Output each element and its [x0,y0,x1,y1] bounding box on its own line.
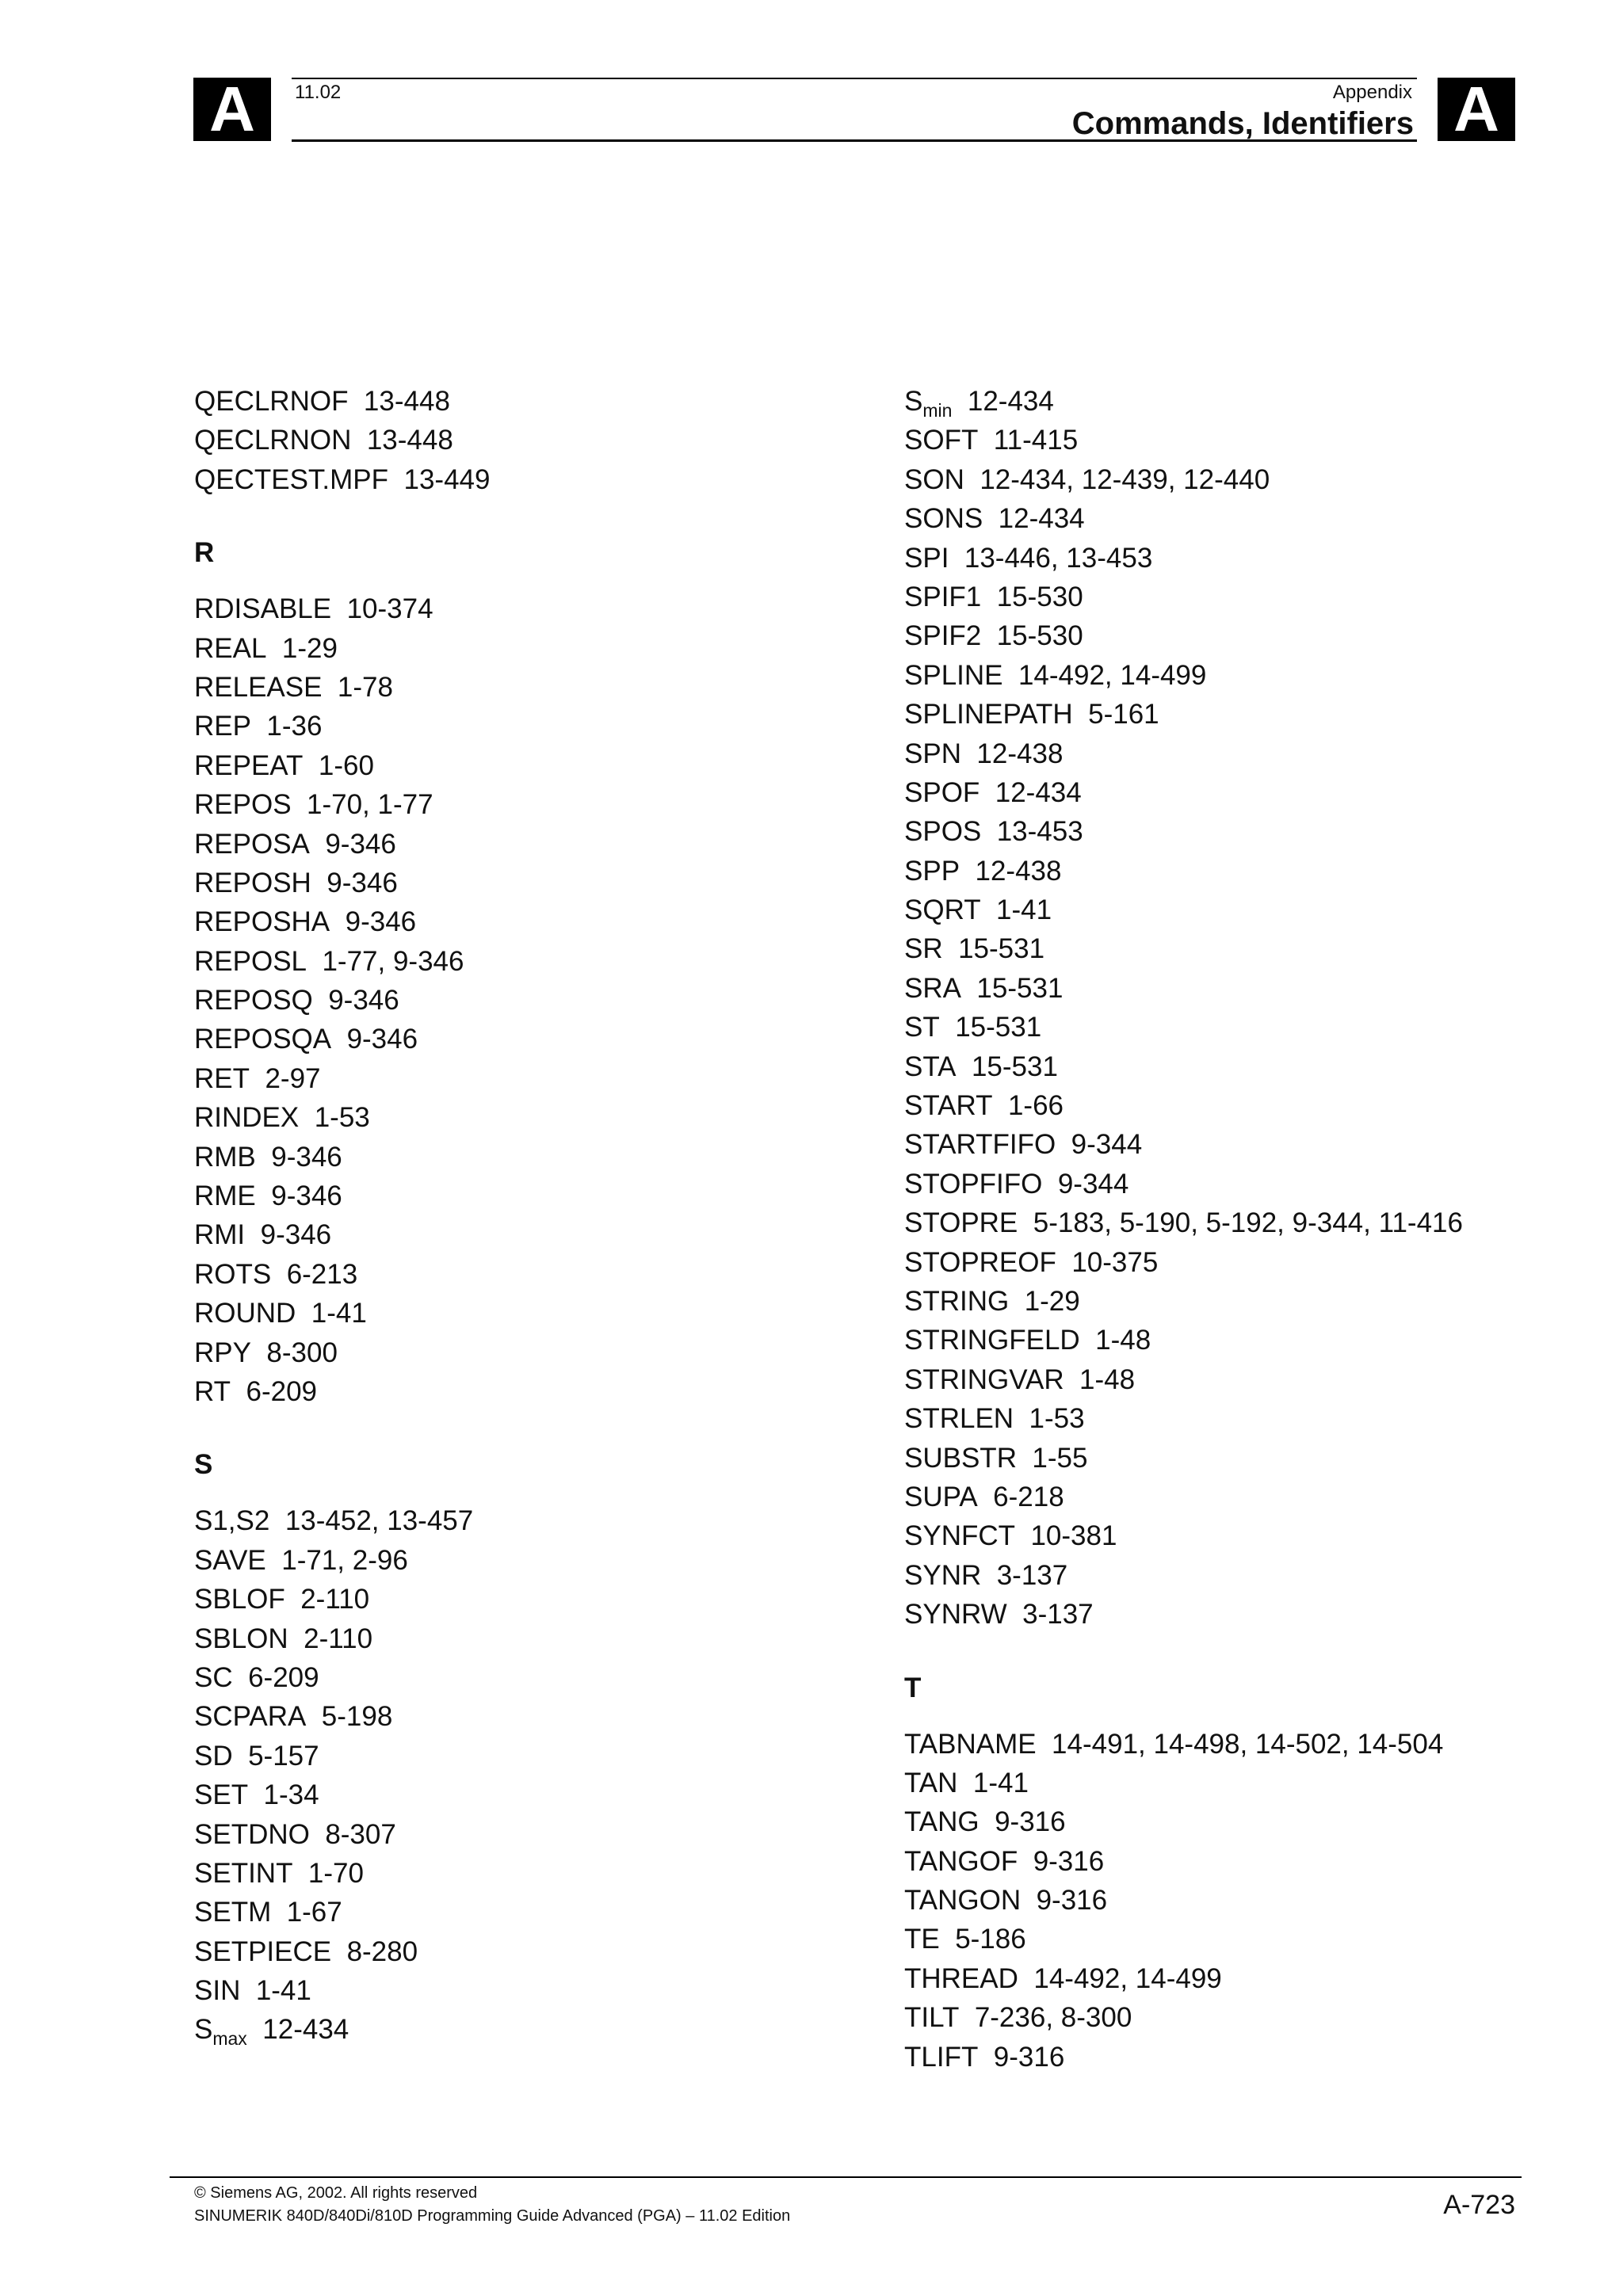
index-entry-page-refs: 9-346 [325,828,396,860]
index-entry [194,785,876,824]
index-entry [904,2038,1602,2077]
index-entry [904,499,1602,538]
index-entry [194,1501,876,1540]
index-letter-heading: R [194,537,215,569]
index-entry-page-refs: 12-438 [976,738,1064,769]
index-entry-keyword: S [904,386,923,417]
index-entry-keyword: RT [194,1375,231,1407]
index-entry-page-refs: 9-316 [1036,1885,1108,1917]
index-entry [904,1203,1602,1242]
header-rule-bottom [292,139,1417,142]
index-entry-keyword: SPIF2 [904,620,982,652]
index-entry [194,1580,876,1619]
index-entry-page-refs: 5-183, 5-190, 5-192, 9-344, 11-416 [1033,1207,1463,1239]
index-entry [194,1255,876,1294]
index-entry-page-refs: 9-346 [271,1180,342,1212]
index-letter-heading: S [194,1449,213,1481]
index-entry [904,1556,1602,1595]
index-entry [194,1815,876,1854]
index-entry-page-refs: 8-280 [346,1936,418,1967]
index-entry-keyword: RINDEX [194,1102,300,1134]
index-entry [904,929,1602,968]
index-entry [904,616,1602,655]
index-entry [194,902,876,941]
footer-rule [170,2176,1522,2178]
index-entry-keyword: SPLINEPATH [904,699,1073,730]
index-entry-page-refs: 14-491, 14-498, 14-502, 14-504 [1052,1728,1444,1760]
appendix-tab-right: A [1438,78,1515,141]
index-entry-page-refs: 13-446, 13-453 [964,542,1153,574]
index-entry-keyword: TANGOF [904,1845,1018,1877]
index-entry [194,1775,876,1814]
index-entry-page-refs: 11-415 [993,425,1079,456]
index-entry-page-refs: 6-209 [246,1375,318,1407]
index-entry [904,1802,1602,1841]
index-entry-keyword: RPY [194,1337,251,1368]
index-entry-keyword: SPOF [904,776,980,808]
index-entry-subscript: max [212,2028,247,2050]
index-entry [904,852,1602,891]
index-entry [904,1360,1602,1399]
index-entry-keyword: TANGON [904,1885,1022,1917]
index-entry [904,656,1602,695]
index-entry-keyword: SPLINE [904,659,1003,691]
index-entry-keyword: SQRT [904,894,981,926]
index-entry-keyword: RELEASE [194,671,323,703]
index-entry [194,1177,876,1215]
footer-copyright: © Siemens AG, 2002. All rights reserved [194,2184,478,2202]
index-letter-heading: T [904,1672,922,1703]
index-entry-keyword: TLIFT [904,2041,979,2073]
index-entry-keyword: REPOSQ [194,985,313,1016]
index-entry-page-refs: 15-530 [996,581,1083,612]
index-entry [194,1932,876,1971]
index-entry-page-refs: 12-434 [995,776,1082,808]
index-entry-page-refs: 1-48 [1079,1363,1136,1395]
index-entry-keyword: START [904,1090,993,1122]
index-entry-keyword: TABNAME [904,1728,1037,1760]
index-entry [194,2010,876,2049]
index-entry [904,1321,1602,1360]
index-entry-page-refs: 9-316 [993,2041,1065,2073]
index-entry-page-refs: 1-71, 2-96 [281,1544,408,1576]
index-entry-keyword: STOPREOF [904,1246,1056,1278]
index-entry-page-refs: 8-300 [266,1337,338,1368]
index-entry-page-refs: 12-434 [998,503,1085,535]
index-entry [194,1541,876,1580]
index-entry-page-refs: 1-53 [314,1102,370,1134]
index-entry-keyword: QECLRNON [194,425,352,456]
index-entry-keyword: SIN [194,1975,241,2007]
index-entry-page-refs: 1-41 [996,894,1052,926]
header-rule-top [292,78,1417,79]
index-entry [194,1215,876,1254]
index-entry [904,695,1602,734]
index-entry [194,1893,876,1932]
index-entry-page-refs: 9-346 [328,985,399,1016]
index-entry-keyword: STOPFIFO [904,1168,1043,1199]
index-entry [904,1165,1602,1203]
index-entry [904,1086,1602,1125]
index-entry [904,891,1602,929]
index-entry-keyword: SUBSTR [904,1442,1017,1474]
index-entry-page-refs: 10-374 [346,593,433,625]
index-entry-keyword: TANG [904,1806,980,1838]
index-entry-keyword: SPOS [904,816,982,848]
index-entry-keyword: STRINGVAR [904,1363,1064,1395]
index-entry-keyword: SPP [904,855,960,887]
index-entry-page-refs: 15-530 [996,620,1083,652]
index-entry [904,1920,1602,1958]
index-entry [194,942,876,981]
index-entry [194,825,876,864]
index-entry-page-refs: 1-70, 1-77 [307,789,433,821]
index-entry-page-refs: 9-346 [345,906,417,938]
index-entry [194,1294,876,1333]
index-entry-keyword: RMB [194,1141,256,1173]
index-entry-keyword: REP [194,711,251,742]
index-entry-keyword: SYNFCT [904,1520,1015,1552]
index-entry [904,1399,1602,1438]
index-entry-page-refs: 9-344 [1057,1168,1129,1199]
index-entry [904,1595,1602,1634]
index-entry-page-refs: 2-110 [300,1584,370,1615]
index-entry-keyword: REPOSL [194,945,307,977]
index-entry [904,1881,1602,1920]
index-entry-page-refs: 9-346 [260,1219,332,1251]
index-entry-page-refs: 1-55 [1032,1442,1088,1474]
index-entry-keyword: SETM [194,1897,272,1928]
footer-document-title: SINUMERIK 840D/840Di/810D Programming Guide Advanced (PGA) – 11.02 Edition [194,2207,791,2225]
index-entry-keyword: SETPIECE [194,1936,332,1967]
index-entry-keyword: STRING [904,1285,1010,1317]
index-entry [194,1059,876,1098]
index-entry-keyword: SUPA [904,1481,978,1512]
index-entry-keyword: REPOS [194,789,292,821]
index-entry [194,1619,876,1658]
index-entry-page-refs: 13-449 [403,463,491,495]
index-entry-keyword: SC [194,1661,233,1693]
index-entry [194,460,876,499]
index-entry [904,1008,1602,1047]
index-entry-keyword: RDISABLE [194,593,332,625]
index-entry-page-refs: 6-209 [248,1661,319,1693]
index-entry-page-refs: 15-531 [976,972,1064,1004]
index-entry-keyword: REAL [194,632,267,664]
index-entry-page-refs: 1-36 [266,711,323,742]
index-entry-page-refs: 9-346 [327,867,398,898]
index-entry [904,460,1602,499]
index-entry [194,981,876,1020]
index-entry [904,1439,1602,1478]
index-entry-page-refs: 1-78 [337,671,393,703]
index-entry-keyword: SYNR [904,1559,982,1591]
index-entry-page-refs: 1-41 [972,1767,1029,1798]
index-entry-keyword: SPI [904,542,949,574]
index-entry [904,1764,1602,1802]
index-entry-page-refs: 1-34 [263,1779,319,1811]
index-entry-page-refs: 14-492, 14-499 [1033,1962,1222,1994]
appendix-tab-left: A [193,78,271,141]
index-entry [904,812,1602,851]
index-entry-page-refs: 13-448 [366,425,453,456]
index-entry-page-refs: 6-218 [993,1481,1064,1512]
index-entry-keyword: REPOSQA [194,1024,332,1055]
index-entry-page-refs: 3-137 [996,1559,1068,1591]
index-entry [904,969,1602,1008]
index-entry-page-refs: 1-70 [307,1857,364,1889]
index-entry-page-refs: 9-346 [346,1024,418,1055]
index-entry [194,1372,876,1411]
index-entry [904,1282,1602,1321]
index-entry-page-refs: 1-48 [1095,1325,1151,1356]
index-entry-page-refs: 10-375 [1071,1246,1159,1278]
index-entry-keyword: SD [194,1740,233,1772]
index-entry-page-refs: 15-531 [971,1051,1058,1082]
index-entry-page-refs: 1-60 [318,749,374,781]
index-entry [904,773,1602,812]
index-entry-keyword: REPEAT [194,749,304,781]
index-entry [194,589,876,628]
index-entry [194,629,876,668]
index-entry-keyword: SBLOF [194,1584,285,1615]
index-entry-keyword: THREAD [904,1962,1018,1994]
index-entry-keyword: RMI [194,1219,246,1251]
index-entry [194,1697,876,1736]
index-entry-page-refs: 3-137 [1022,1599,1094,1630]
index-entry [904,1047,1602,1086]
index-column-left [194,382,876,2050]
index-entry-page-refs: 12-434 [262,2014,349,2046]
index-entry-keyword: STOPRE [904,1207,1018,1239]
index-entry-page-refs: 12-434, 12-439, 12-440 [980,463,1270,495]
index-entry-page-refs: 1-77, 9-346 [322,945,464,977]
index-entry-keyword: SBLON [194,1623,288,1654]
index-entry-page-refs: 8-307 [325,1818,396,1850]
index-entry-keyword: S [194,2014,213,2046]
index-entry-keyword: REPOSHA [194,906,330,938]
index-entry [194,1658,876,1697]
index-entry-page-refs: 13-448 [363,386,450,417]
index-entry-keyword: QECLRNOF [194,386,349,417]
index-entry [194,864,876,902]
index-entry-keyword: ROTS [194,1258,272,1290]
index-entry [194,1854,876,1893]
index-entry [194,421,876,460]
index-entry [194,1971,876,2010]
index-entry [904,1959,1602,1998]
index-entry [904,1725,1602,1764]
index-entry [904,578,1602,616]
index-entry-keyword: ROUND [194,1298,296,1329]
index-entry [194,1098,876,1137]
index-entry-keyword: SAVE [194,1544,266,1576]
index-entry-keyword: ST [904,1012,940,1043]
index-entry-page-refs: 10-381 [1030,1520,1117,1552]
index-entry [194,1020,876,1058]
page-number: A-723 [1443,2190,1515,2220]
page-title: Commands, Identifiers [1071,106,1414,141]
index-entry [194,1138,876,1177]
index-entry-keyword: SCPARA [194,1701,307,1733]
index-entry-keyword: TAN [904,1767,958,1798]
index-entry-page-refs: 12-434 [967,386,1054,417]
index-entry-page-refs: 1-41 [311,1298,367,1329]
index-entry-keyword: STRLEN [904,1403,1014,1435]
index-entry [904,1516,1602,1555]
index-entry [194,1737,876,1775]
index-entry-page-refs: 2-97 [265,1062,321,1094]
index-entry-keyword: SET [194,1779,249,1811]
index-entry [194,382,876,421]
index-entry [194,746,876,785]
index-entry-page-refs: 1-41 [255,1975,311,2007]
index-entry-keyword: STA [904,1051,957,1082]
index-entry-page-refs: 1-66 [1007,1090,1064,1122]
index-entry-keyword: SPIF1 [904,581,982,612]
index-entry-keyword: REPOSA [194,828,310,860]
index-entry [194,707,876,746]
index-entry-page-refs: 9-316 [995,1806,1066,1838]
index-entry-page-refs: 6-213 [286,1258,358,1290]
index-entry-keyword: STARTFIFO [904,1129,1056,1161]
index-entry [904,382,1602,421]
index-entry [904,1243,1602,1282]
index-entry [904,1998,1602,2037]
index-entry-keyword: SRA [904,972,961,1004]
index-entry [194,668,876,707]
index-entry [904,734,1602,773]
index-entry-keyword: SR [904,933,943,965]
index-entry-page-refs: 9-316 [1033,1845,1105,1877]
index-entry [904,1125,1602,1164]
index-entry-page-refs: 13-453 [996,816,1083,848]
index-entry-keyword: TE [904,1924,940,1955]
index-entry-keyword: SOFT [904,425,979,456]
index-entry-page-refs: 1-29 [281,632,338,664]
index-entry-keyword: S1,S2 [194,1505,270,1537]
index-entry [194,1333,876,1372]
index-entry-keyword: RET [194,1062,250,1094]
index-entry-keyword: SONS [904,503,983,535]
index-entry-page-refs: 1-53 [1029,1403,1085,1435]
index-entry-page-refs: 9-344 [1071,1129,1143,1161]
index-entry-keyword: TILT [904,2002,960,2034]
index-entry-page-refs: 5-161 [1088,699,1159,730]
index-entry-keyword: SYNRW [904,1599,1007,1630]
index-entry-page-refs: 1-67 [286,1897,342,1928]
index-entry-page-refs: 14-492, 14-499 [1018,659,1207,691]
index-entry-page-refs: 5-186 [955,1924,1026,1955]
index-entry-keyword: STRINGFELD [904,1325,1080,1356]
index-entry [904,1478,1602,1516]
index-entry-keyword: SETDNO [194,1818,310,1850]
index-entry-subscript: min [922,400,953,421]
index-entry-page-refs: 1-29 [1024,1285,1080,1317]
index-entry [904,539,1602,578]
index-entry-keyword: SETINT [194,1857,293,1889]
index-entry-keyword: SON [904,463,964,495]
index-entry [904,1842,1602,1881]
index-entry [904,421,1602,460]
index-entry-page-refs: 15-531 [955,1012,1042,1043]
index-entry-page-refs: 9-346 [271,1141,342,1173]
index-entry-keyword: QECTEST.MPF [194,463,389,495]
index-entry-keyword: RME [194,1180,256,1212]
index-entry-keyword: SPN [904,738,961,769]
header-date: 11.02 [295,82,342,103]
index-column-right [904,382,1602,2077]
index-entry-page-refs: 12-438 [975,855,1062,887]
index-entry-page-refs: 15-531 [958,933,1045,965]
index-entry-page-refs: 2-110 [304,1623,373,1654]
index-entry-page-refs: 13-452, 13-457 [285,1505,474,1537]
index-entry-page-refs: 7-236, 8-300 [974,2002,1132,2034]
index-entry-page-refs: 5-157 [248,1740,319,1772]
index-entry-keyword: REPOSH [194,867,311,898]
index-entry-page-refs: 5-198 [321,1701,393,1733]
header-section: Appendix [1332,82,1412,103]
